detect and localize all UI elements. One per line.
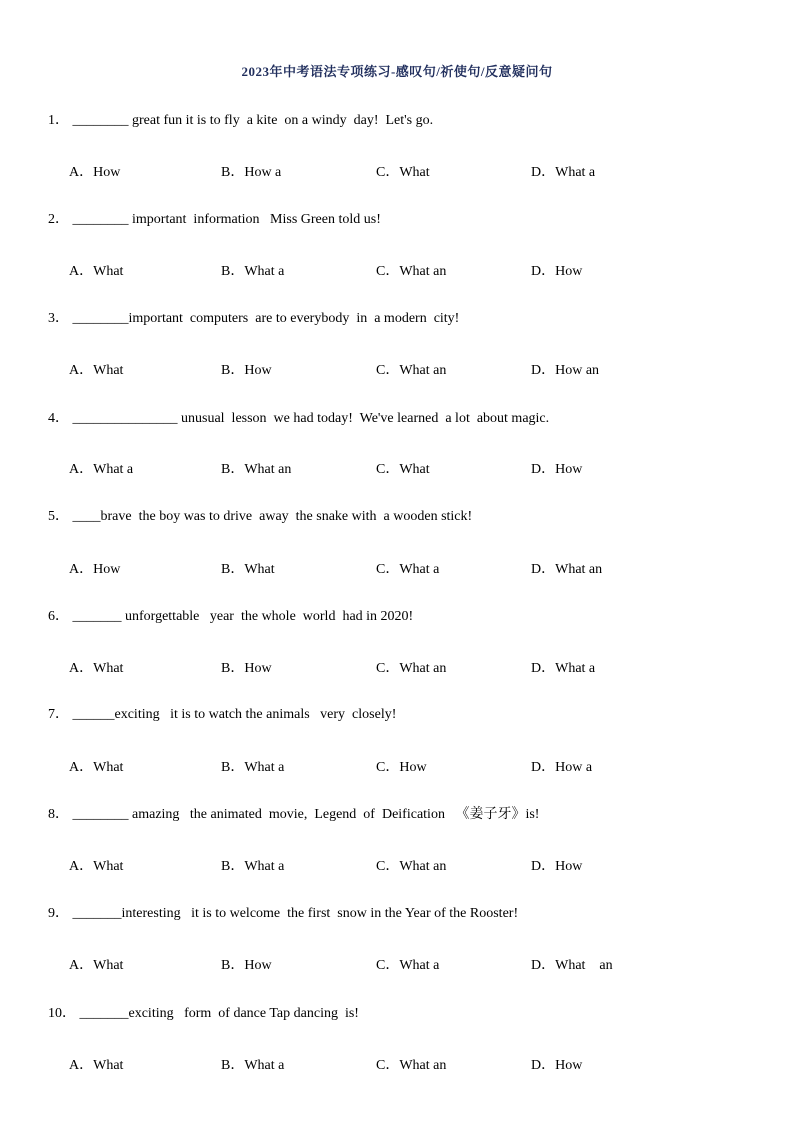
option-d[interactable]: D．How: [531, 859, 583, 874]
option-b[interactable]: B．What a: [221, 859, 285, 874]
question-5: [48, 508, 472, 526]
option-b[interactable]: B．What an: [221, 462, 292, 477]
option-c[interactable]: C．What an: [376, 363, 447, 378]
question-stem: ____brave the boy was to drive away the snake with a wooden stick!: [72, 509, 473, 524]
question-stem: ______exciting it is to watch the animals very closely!: [72, 707, 397, 722]
option-b[interactable]: B．What a: [221, 264, 285, 279]
option-a[interactable]: A．What: [69, 859, 124, 874]
options-row-6: [0, 657, 794, 675]
question-1: [48, 112, 433, 130]
option-b[interactable]: B．How: [221, 363, 272, 378]
question-number: 5．: [48, 509, 69, 524]
option-d[interactable]: D．How: [531, 462, 583, 477]
question-stem: ________important computers are to everybody in a modern city!: [72, 311, 460, 326]
options-row-7: [0, 756, 794, 774]
option-d[interactable]: D．How: [531, 1058, 583, 1073]
option-a[interactable]: A．What: [69, 661, 124, 676]
question-stem: _______ unforgettable year the whole world had in 2020!: [72, 609, 414, 624]
question-number: 8．: [48, 807, 69, 822]
question-stem: _______interesting it is to welcome the first snow in the Year of the Rooster!: [72, 906, 519, 921]
question-number: 6．: [48, 609, 69, 624]
option-a[interactable]: A．How: [69, 165, 121, 180]
option-d[interactable]: D．What a: [531, 661, 596, 676]
page-title: 2023年中考语法专项练习-感叹句/祈使句/反意疑问句: [241, 64, 553, 79]
option-a[interactable]: A．What a: [69, 462, 134, 477]
options-row-4: [0, 458, 794, 476]
option-a[interactable]: A．What: [69, 1058, 124, 1073]
question-8: [48, 806, 539, 824]
options-row-3: [0, 359, 794, 377]
option-b[interactable]: B．What: [221, 562, 275, 577]
question-number: 4．: [48, 411, 69, 426]
option-b[interactable]: B．What a: [221, 1058, 285, 1073]
question-3: [48, 310, 459, 328]
question-7: [48, 706, 396, 724]
option-d[interactable]: D．How: [531, 264, 583, 279]
question-number: 9．: [48, 906, 69, 921]
option-c[interactable]: C．How: [376, 760, 427, 775]
option-b[interactable]: B．How: [221, 958, 272, 973]
question-10: [48, 1005, 359, 1023]
question-9: [48, 905, 518, 923]
option-b[interactable]: B．How: [221, 661, 272, 676]
option-a[interactable]: A．What: [69, 264, 124, 279]
option-c[interactable]: C．What an: [376, 1058, 447, 1073]
option-d[interactable]: D．What an: [531, 958, 613, 973]
question-stem: _______exciting form of dance Tap dancing is!: [79, 1006, 359, 1021]
question-stem: ________ amazing the animated movie, Legend of Deification 《姜子牙》is!: [72, 807, 540, 822]
question-number: 1．: [48, 113, 69, 128]
option-a[interactable]: A．What: [69, 363, 124, 378]
option-d[interactable]: D．How an: [531, 363, 600, 378]
option-a[interactable]: A．What: [69, 958, 124, 973]
question-6: [48, 608, 413, 626]
option-c[interactable]: C．What a: [376, 562, 440, 577]
option-c[interactable]: C．What an: [376, 859, 447, 874]
option-c[interactable]: C．What: [376, 165, 430, 180]
option-b[interactable]: B．What a: [221, 760, 285, 775]
option-d[interactable]: D．What an: [531, 562, 603, 577]
option-c[interactable]: C．What an: [376, 661, 447, 676]
question-number: 7．: [48, 707, 69, 722]
question-stem: ________ great fun it is to fly a kite on a windy day! Let's go.: [72, 113, 434, 128]
question-number: 10．: [48, 1006, 76, 1021]
option-c[interactable]: C．What an: [376, 264, 447, 279]
option-b[interactable]: B．How a: [221, 165, 282, 180]
question-2: [48, 211, 381, 229]
option-d[interactable]: D．What a: [531, 165, 596, 180]
options-row-10: [0, 1054, 794, 1072]
option-a[interactable]: A．How: [69, 562, 121, 577]
question-number: 2．: [48, 212, 69, 227]
options-row-5: [0, 558, 794, 576]
option-a[interactable]: A．What: [69, 760, 124, 775]
question-4: [48, 410, 549, 428]
options-row-1: [0, 161, 794, 179]
option-c[interactable]: C．What: [376, 462, 430, 477]
question-stem: ________ important information Miss Green told us!: [72, 212, 381, 227]
options-row-8: [0, 855, 794, 873]
question-stem: _______________ unusual lesson we had today! We've learned a lot about magic.: [72, 411, 550, 426]
option-c[interactable]: C．What a: [376, 958, 440, 973]
question-number: 3．: [48, 311, 69, 326]
options-row-9: [0, 954, 794, 972]
option-d[interactable]: D．How a: [531, 760, 593, 775]
options-row-2: [0, 260, 794, 278]
